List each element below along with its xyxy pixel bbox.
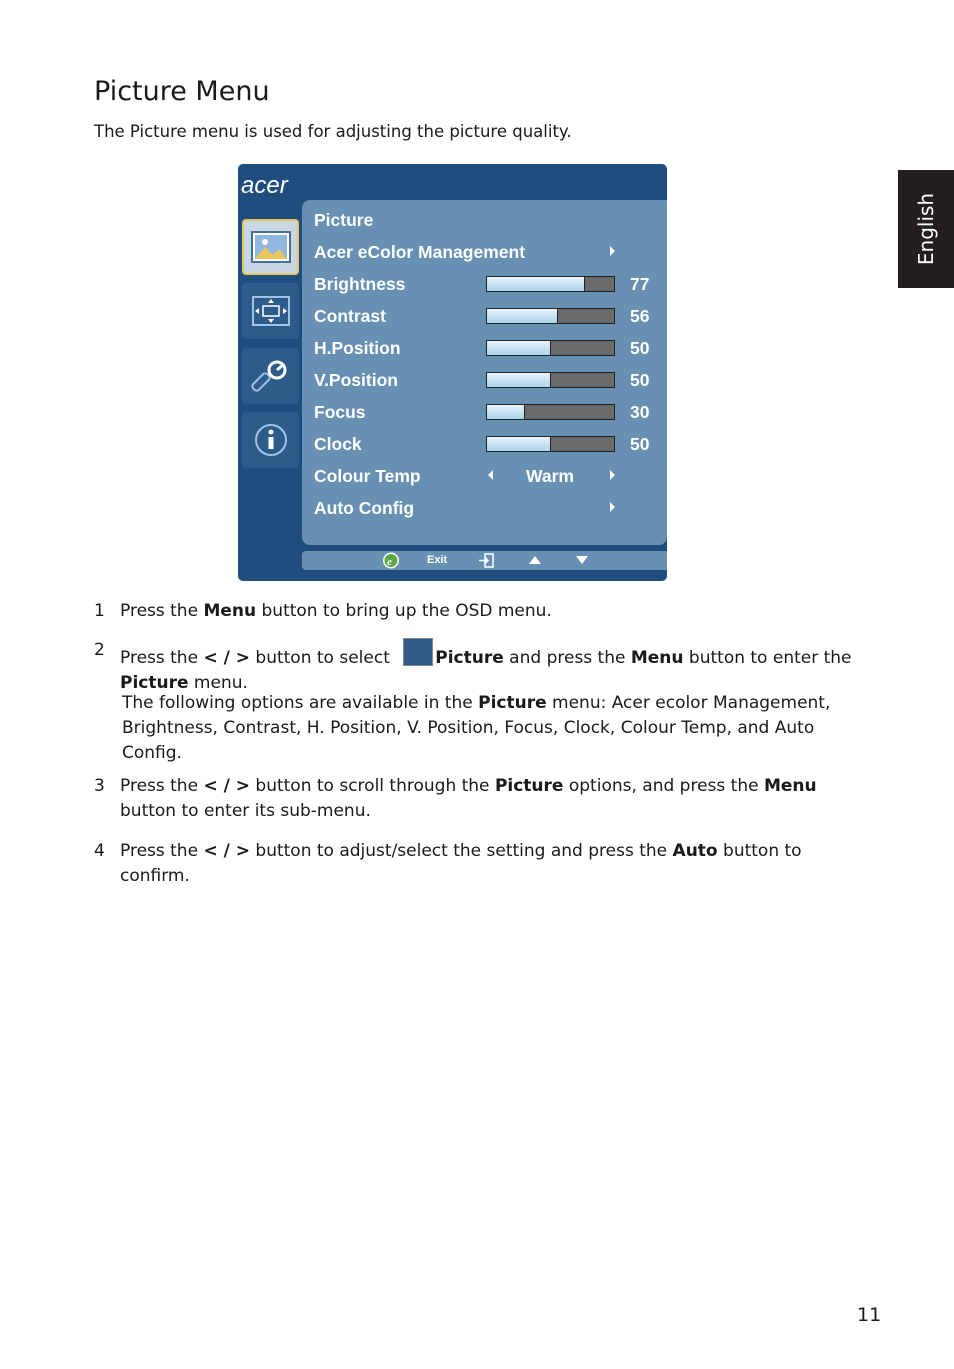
osd-row-label: Acer eColor Management bbox=[314, 242, 526, 262]
level-bar-fill bbox=[487, 309, 558, 323]
left-right-arrow-symbol: < / > bbox=[203, 648, 250, 668]
osd-row-contrast bbox=[314, 304, 664, 328]
osd-row-value: 50 bbox=[630, 434, 650, 454]
arrow-down-icon bbox=[576, 556, 588, 564]
level-bar bbox=[486, 276, 615, 292]
exit-label: Exit bbox=[427, 554, 448, 566]
step-number: 2 bbox=[94, 640, 105, 660]
osd-row-value: 50 bbox=[630, 370, 650, 390]
step-2-options-paragraph: The following options are available in the Picture menu: Acer ecolor Management, Brightness, Contrast, H. Position, V. Position, Focus, Clock, Colour Temp, and Auto Config. bbox=[122, 693, 831, 763]
osd-footer-bar bbox=[302, 551, 667, 570]
osd-row-label: Contrast bbox=[314, 306, 386, 326]
acer-logo-icon bbox=[241, 171, 303, 199]
osd-row-picture bbox=[314, 208, 664, 232]
level-bar bbox=[486, 404, 615, 420]
left-right-arrow-symbol: < / > bbox=[203, 776, 250, 796]
osd-row-h-position bbox=[314, 336, 664, 360]
osd-row-value: 30 bbox=[630, 402, 650, 422]
language-tab bbox=[898, 170, 954, 288]
osd-row-label: Focus bbox=[314, 402, 366, 422]
intro-text: The Picture menu is used for adjusting the picture quality. bbox=[94, 122, 572, 141]
settings-tab-icon bbox=[242, 348, 299, 404]
osd-row-label: H.Position bbox=[314, 338, 401, 358]
step-number: 1 bbox=[94, 601, 105, 621]
arrow-up-icon bbox=[529, 556, 541, 564]
osd-row-brightness bbox=[314, 272, 664, 296]
level-bar bbox=[486, 436, 615, 452]
step-text: Press the < / > button to select Picture and press the Menu button to enter the Picture menu. bbox=[120, 638, 860, 696]
acer-logo-text: acer bbox=[241, 172, 288, 199]
level-bar-fill bbox=[487, 437, 551, 451]
left-right-arrow-symbol: < / > bbox=[203, 841, 250, 861]
step-text: Press the Menu button to bring up the OSD menu. bbox=[120, 601, 552, 621]
svg-text:e: e bbox=[387, 556, 392, 568]
step-number: 3 bbox=[94, 776, 105, 796]
arrow-left-icon bbox=[488, 470, 493, 480]
level-bar bbox=[486, 372, 615, 388]
osd-picture-panel bbox=[302, 200, 667, 545]
osd-row-focus bbox=[314, 400, 664, 424]
osd-row-value: 56 bbox=[630, 306, 650, 326]
level-bar bbox=[486, 308, 615, 324]
information-tab-icon bbox=[242, 412, 299, 468]
step-text: Press the < / > button to scroll through the Picture options, and press the Menu button to enter its sub-menu. bbox=[120, 776, 817, 821]
osd-menu-image bbox=[238, 164, 667, 581]
step-text: Press the < / > button to adjust/select the setting and press the Auto button to confirm. bbox=[120, 841, 802, 886]
osd-row-label: Colour Temp bbox=[314, 466, 421, 486]
osd-position-tab-icon bbox=[242, 283, 299, 339]
osd-row-label: V.Position bbox=[314, 370, 398, 390]
osd-row-clock bbox=[314, 432, 664, 456]
level-bar-fill bbox=[487, 405, 525, 419]
level-bar-fill bbox=[487, 341, 551, 355]
enter-icon bbox=[478, 553, 494, 568]
osd-row-label: Auto Config bbox=[314, 498, 415, 518]
picture-tab-icon bbox=[242, 219, 299, 275]
osd-row-label: Picture bbox=[314, 210, 374, 230]
page-number: 11 bbox=[857, 1304, 882, 1326]
osd-row-option: Warm bbox=[526, 466, 574, 486]
osd-row-value: 77 bbox=[630, 274, 650, 294]
page-title: Picture Menu bbox=[94, 76, 270, 107]
osd-row-auto-config bbox=[314, 496, 664, 520]
empowering-e-icon bbox=[382, 552, 400, 569]
osd-row-colour-temp bbox=[314, 464, 664, 488]
arrow-right-icon bbox=[610, 246, 615, 256]
level-bar-fill bbox=[487, 373, 551, 387]
osd-row-acer-ecolor-management bbox=[314, 240, 664, 264]
osd-row-value: 50 bbox=[630, 338, 650, 358]
arrow-right-icon bbox=[610, 470, 615, 480]
step-number: 4 bbox=[94, 841, 105, 861]
level-bar-fill bbox=[487, 277, 585, 291]
arrow-right-icon bbox=[610, 502, 615, 512]
osd-row-label: Brightness bbox=[314, 274, 406, 294]
language-tab-label: English bbox=[914, 192, 938, 266]
picture-icon bbox=[403, 638, 433, 666]
osd-row-label: Clock bbox=[314, 434, 362, 454]
osd-row-v-position bbox=[314, 368, 664, 392]
level-bar bbox=[486, 340, 615, 356]
